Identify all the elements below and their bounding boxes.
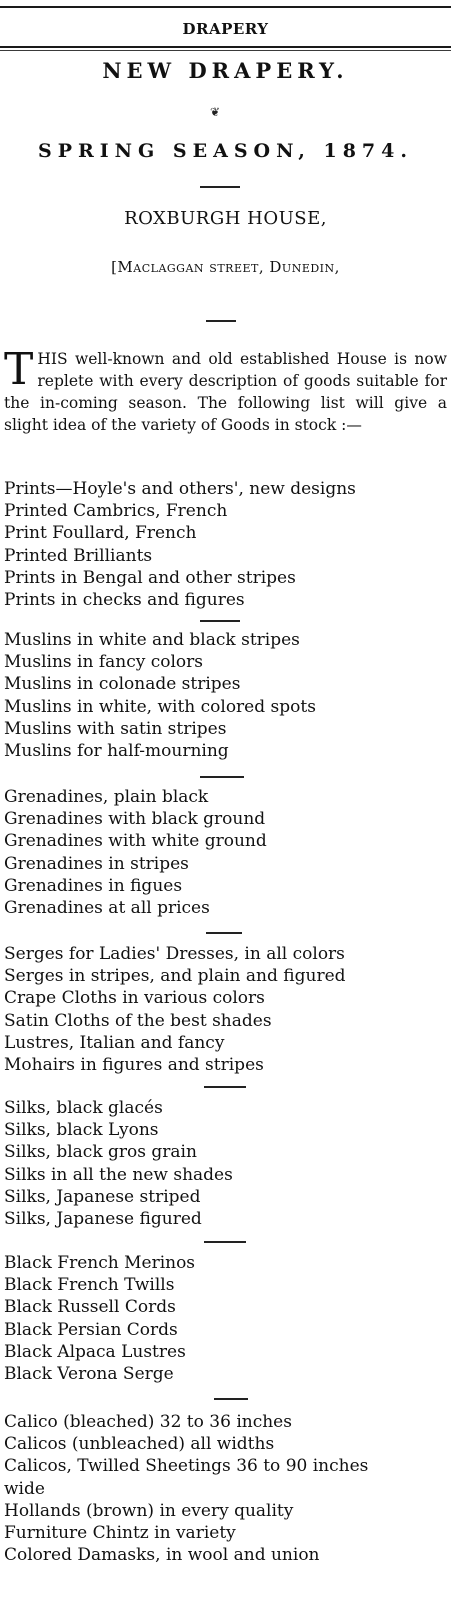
list-item: Prints—Hoyle's and others', new designs <box>4 479 356 499</box>
short-rule <box>200 186 240 188</box>
list-item: Black Persian Cords <box>4 1319 178 1340</box>
calicos-list <box>4 1411 447 1566</box>
list-item: Print Foullard, French <box>4 523 197 544</box>
section-divider <box>200 620 240 622</box>
list-item: Prints in Bengal and other stripes <box>4 567 296 588</box>
serges-list <box>4 943 447 1076</box>
list-item: Black French Merinos <box>4 1253 196 1273</box>
list-item: Grenadines in figues <box>4 875 183 896</box>
black-goods-list <box>4 1252 447 1385</box>
section-divider <box>204 1086 246 1088</box>
headline: NEW DRAPERY. <box>102 58 349 83</box>
list-item: Printed Brilliants <box>4 545 153 566</box>
list-item: Black French Twills <box>4 1275 175 1296</box>
list-item: wide <box>4 1478 45 1499</box>
short-rule <box>206 320 236 322</box>
list-item: Grenadines with white ground <box>4 831 267 852</box>
list-item: Muslins for half-mourning <box>4 740 229 761</box>
list-item: Calicos, Twilled Sheetings 36 to 90 inches <box>4 1456 369 1477</box>
list-item: Printed Cambrics, French <box>4 501 228 522</box>
prints-list <box>4 478 447 611</box>
list-item: Muslins with satin stripes <box>4 718 227 739</box>
list-item: Furniture Chintz in variety <box>4 1522 236 1543</box>
list-item: Crape Cloths in various colors <box>4 988 265 1009</box>
section-divider <box>206 932 242 934</box>
list-item: Hollands (brown) in every quality <box>4 1500 294 1521</box>
ornament-icon: ❦ <box>209 105 221 119</box>
list-item: Black Russell Cords <box>4 1297 176 1318</box>
list-item: Silks, Japanese figured <box>4 1208 202 1229</box>
list-item: Grenadines with black ground <box>4 809 266 830</box>
list-item: Silks, black Lyons <box>4 1120 159 1141</box>
list-item: Silks, black glacés <box>4 1098 163 1118</box>
list-item: Grenadines in stripes <box>4 853 189 874</box>
section-divider <box>204 1241 246 1243</box>
list-item: Silks, black gros grain <box>4 1142 197 1163</box>
list-item: Mohairs in figures and stripes <box>4 1054 264 1075</box>
list-item: Serges in stripes, and plain and figured <box>4 966 346 987</box>
list-item: Black Alpaca Lustres <box>4 1341 186 1362</box>
list-item: Prints in checks and figures <box>4 589 245 610</box>
list-item: Grenadines at all prices <box>4 897 210 918</box>
silks-list <box>4 1097 447 1230</box>
drop-cap: T <box>4 344 34 395</box>
double-rule-upper <box>0 46 451 48</box>
intro-paragraph <box>4 344 447 436</box>
list-item: Calico (bleached) 32 to 36 inches <box>4 1412 292 1432</box>
list-item: Black Verona Serge <box>4 1363 174 1384</box>
list-item: Muslins in white, with colored spots <box>4 696 316 717</box>
list-item: Silks, Japanese striped <box>4 1186 201 1207</box>
list-item: Muslins in fancy colors <box>4 652 204 673</box>
section-heading: DRAPERY <box>182 20 269 38</box>
list-item: Grenadines, plain black <box>4 787 209 807</box>
grenadines-list <box>4 786 447 919</box>
double-rule-lower <box>0 50 451 51</box>
list-item: Lustres, Italian and fancy <box>4 1032 225 1053</box>
list-item: Calicos (unbleached) all widths <box>4 1434 275 1455</box>
list-item: Muslins in colonade stripes <box>4 674 241 695</box>
top-rule <box>0 6 451 8</box>
list-item: Silks in all the new shades <box>4 1164 233 1185</box>
muslins-list <box>4 629 447 762</box>
house-name: ROXBURGH HOUSE, <box>124 208 327 229</box>
season-line: SPRING SEASON, 1874. <box>38 140 413 162</box>
section-divider <box>200 776 244 778</box>
list-item: Colored Damasks, in wool and union <box>4 1545 320 1566</box>
address-line: [Maclaggan street, Dunedin, <box>111 258 340 276</box>
list-item: Satin Cloths of the best shades <box>4 1010 272 1031</box>
list-item: Muslins in white and black stripes <box>4 630 300 650</box>
section-divider <box>214 1398 248 1400</box>
list-item: Serges for Ladies' Dresses, in all colors <box>4 944 345 964</box>
intro-text: HIS well-known and old established House is now replete with every description of goods suitable for the in-coming season. The following list will give a slight idea of the variety of Goods in stock :— <box>4 350 447 434</box>
